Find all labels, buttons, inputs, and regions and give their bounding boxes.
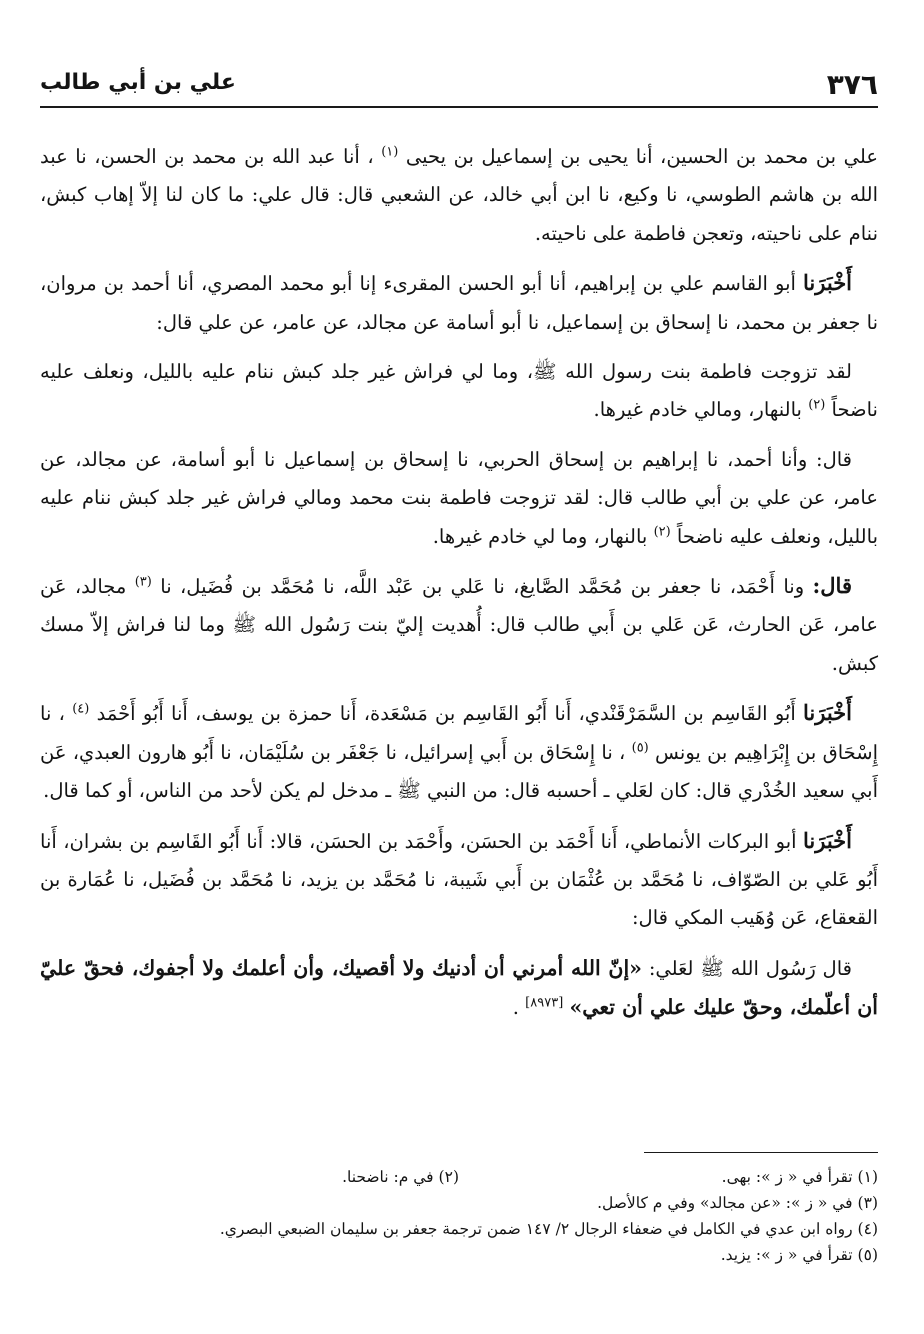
footnote-text: في م: ناضحنا. [342, 1168, 434, 1186]
hadith-quote: «إنّ الله أمرني أن أدنيك ولا أقصيك، وأن أعلمك ولا أجفوك، فحقّ عليّ أن أعلّمك، وحقّ عليك علي أن تعي» [40, 955, 878, 1020]
paragraph-text: بالنهار، وما لي خادم غيرها. [432, 524, 648, 548]
footnote-row [40, 1216, 878, 1242]
footnote-text: تقرأ في « ز »: يزيد. [720, 1246, 853, 1264]
footnote-item [597, 1190, 878, 1216]
paragraph-text: علي بن محمد بن الحسين، أنا يحيى بن إسماعيل بن يحيى [405, 145, 878, 168]
footnote-item [40, 1164, 459, 1190]
footnote-item [721, 1242, 878, 1268]
paragraph-text: ، نا إِسْحَاق بن إِبْرَاهِيم بن يونس [40, 702, 879, 764]
footnote-marker: (١) [381, 144, 399, 160]
paragraph-text: ، نا إِسْحَاق بن أَبي إسرائيل، نا جَعْفَر بن سُلَيْمَان، نا أَبُو هارون العبدي، عَن أَبي سعيد الخُدْري قال: كان لعَلي ـ أحسبه قال: من النبي ﷺ ـ مدخل لم يكن لأحد من الناس، أو كما قال. [40, 740, 878, 803]
paragraph-text: مجالد، عَن عامر، عَن الحارث، عَن عَلي بن أَبي طالب قال: أُهديت إليّ بنت رَسُول الله ﷺ وما لنا فراش إلاّ مسك كبش. [40, 575, 878, 675]
footnote-marker: (٣) [134, 574, 152, 590]
paragraph-lead: أَخْبَرَنا [803, 270, 853, 296]
paragraph [40, 264, 878, 342]
page-number: ٣٧٦ [826, 68, 878, 101]
paragraph [40, 949, 878, 1028]
paragraph [40, 567, 878, 683]
paragraph-lead: أَخْبَرَنا [803, 700, 852, 726]
paragraph-text: أَبُو القَاسِم بن السَّمَرْقَنْدي، أَنا أَبُو القَاسِم بن مَسْعَدة، أَنا حمزة بن يوسف، أَنا أَبُو أَحْمَد [96, 702, 796, 726]
paragraph-text: ونا أَحْمَد، نا جعفر بن مُحَمَّد الصَّايغ، نا عَلي بن عَبْد اللَّه، نا مُحَمَّد بن فُضَيل، نا [160, 575, 805, 599]
paragraph [40, 822, 878, 938]
footnotes [40, 1164, 878, 1268]
paragraph-text: قال: وأنا أحمد، نا إبراهيم بن إسحاق الحربي، نا إسحاق بن إسماعيل نا أبو أسامة، عن مجالد، عن عامر، عن علي بن أبي طالب قال: لقد تزوجت فاطمة بنت محمد ومالي فراش غير جلد كبش ننام عليه بالليل، ونعلف عليه ناضحاً [40, 447, 878, 548]
paragraph [40, 441, 878, 556]
footnote-number: (٣) [857, 1194, 878, 1212]
footnote-marker: (٤) [72, 701, 90, 717]
footnote-number: (٢) [438, 1168, 459, 1186]
footnote-marker: (٢) [653, 524, 671, 540]
footnote-number: (٤) [857, 1220, 878, 1238]
paragraph-lead: أَخْبَرَنا [803, 827, 852, 853]
paragraph-text: قال رَسُول الله ﷺ لعَلي: [648, 956, 852, 980]
page-header [40, 66, 878, 108]
running-title: علي بن أبي طالب [40, 70, 236, 95]
paragraph-text: . [512, 996, 519, 1020]
footnote-text: تقرأ في « ز »: بهى. [721, 1168, 853, 1186]
footnote-divider [644, 1152, 878, 1153]
paragraph [40, 138, 878, 253]
footnote-number: (١) [857, 1168, 878, 1186]
paragraph [40, 353, 878, 430]
footnote-row [40, 1242, 878, 1268]
footnote-item [459, 1164, 878, 1190]
footnote-text: رواه ابن عدي في الكامل في ضعفاء الرجال ٢/ ١٤٧ ضمن ترجمة جعفر بن سليمان الضبعي البصري. [219, 1220, 853, 1238]
footnote-row [40, 1190, 878, 1216]
footnote-marker: (٥) [631, 740, 649, 756]
footnote-row [40, 1164, 878, 1190]
paragraph-text: ، أنا عبد الله بن محمد بن الحسن، نا عبد الله بن هاشم الطوسي، نا وكيع، نا ابن أبي خالد، عن الشعبي قال: قال علي: ما كان لنا إلاّ إهاب كبش، ننام على ناحيته، وتعجن فاطمة على ناحيته. [40, 145, 878, 245]
paragraph-lead: قال: [812, 573, 852, 599]
paragraph-text: لقد تزوجت فاطمة بنت رسول الله ﷺ، وما لي فراش غير جلد كبش ننام عليه بالليل، ونعلف عليه ناضحاً [40, 360, 878, 422]
footnote-number: (٥) [857, 1246, 878, 1264]
hadith-number: [٨٩٧٣] [525, 995, 564, 1011]
paragraph [40, 694, 878, 810]
footnote-marker: (٢) [808, 397, 826, 413]
paragraph-text: أبو القاسم علي بن إبراهيم، أنا أبو الحسن المقرىء إنا أبو محمد المصري، أنا أحمد بن مروان، نا جعفر بن محمد، نا إسحاق بن إسماعيل، نا أبو أسامة عن مجالد، عن عامر، عن علي قال: [40, 272, 878, 334]
paragraph-text: بالنهار، ومالي خادم غيرها. [593, 398, 802, 422]
footnote-item [220, 1216, 878, 1242]
footnote-text: في « ز »: «عن مجالد» وفي م كالأصل. [597, 1194, 853, 1212]
paragraph-text: أبو البركات الأنماطي، أَنا أَحْمَد بن الحسَن، وأَحْمَد بن الحسَن، قالا: أَنا أَبُو القَاسِم بن بشران، أَنا أَبُو عَلي بن الصّوّاف، نا مُحَمَّد بن عُثْمَان بن أَبي شَيبة، نا مُحَمَّد بن يزيد، نا مُحَمَّد بن فُضَيل، نا عُمَارة بن القعقاع، عَن وُهَيب المكي قال: [40, 829, 878, 930]
main-text [40, 138, 878, 1039]
